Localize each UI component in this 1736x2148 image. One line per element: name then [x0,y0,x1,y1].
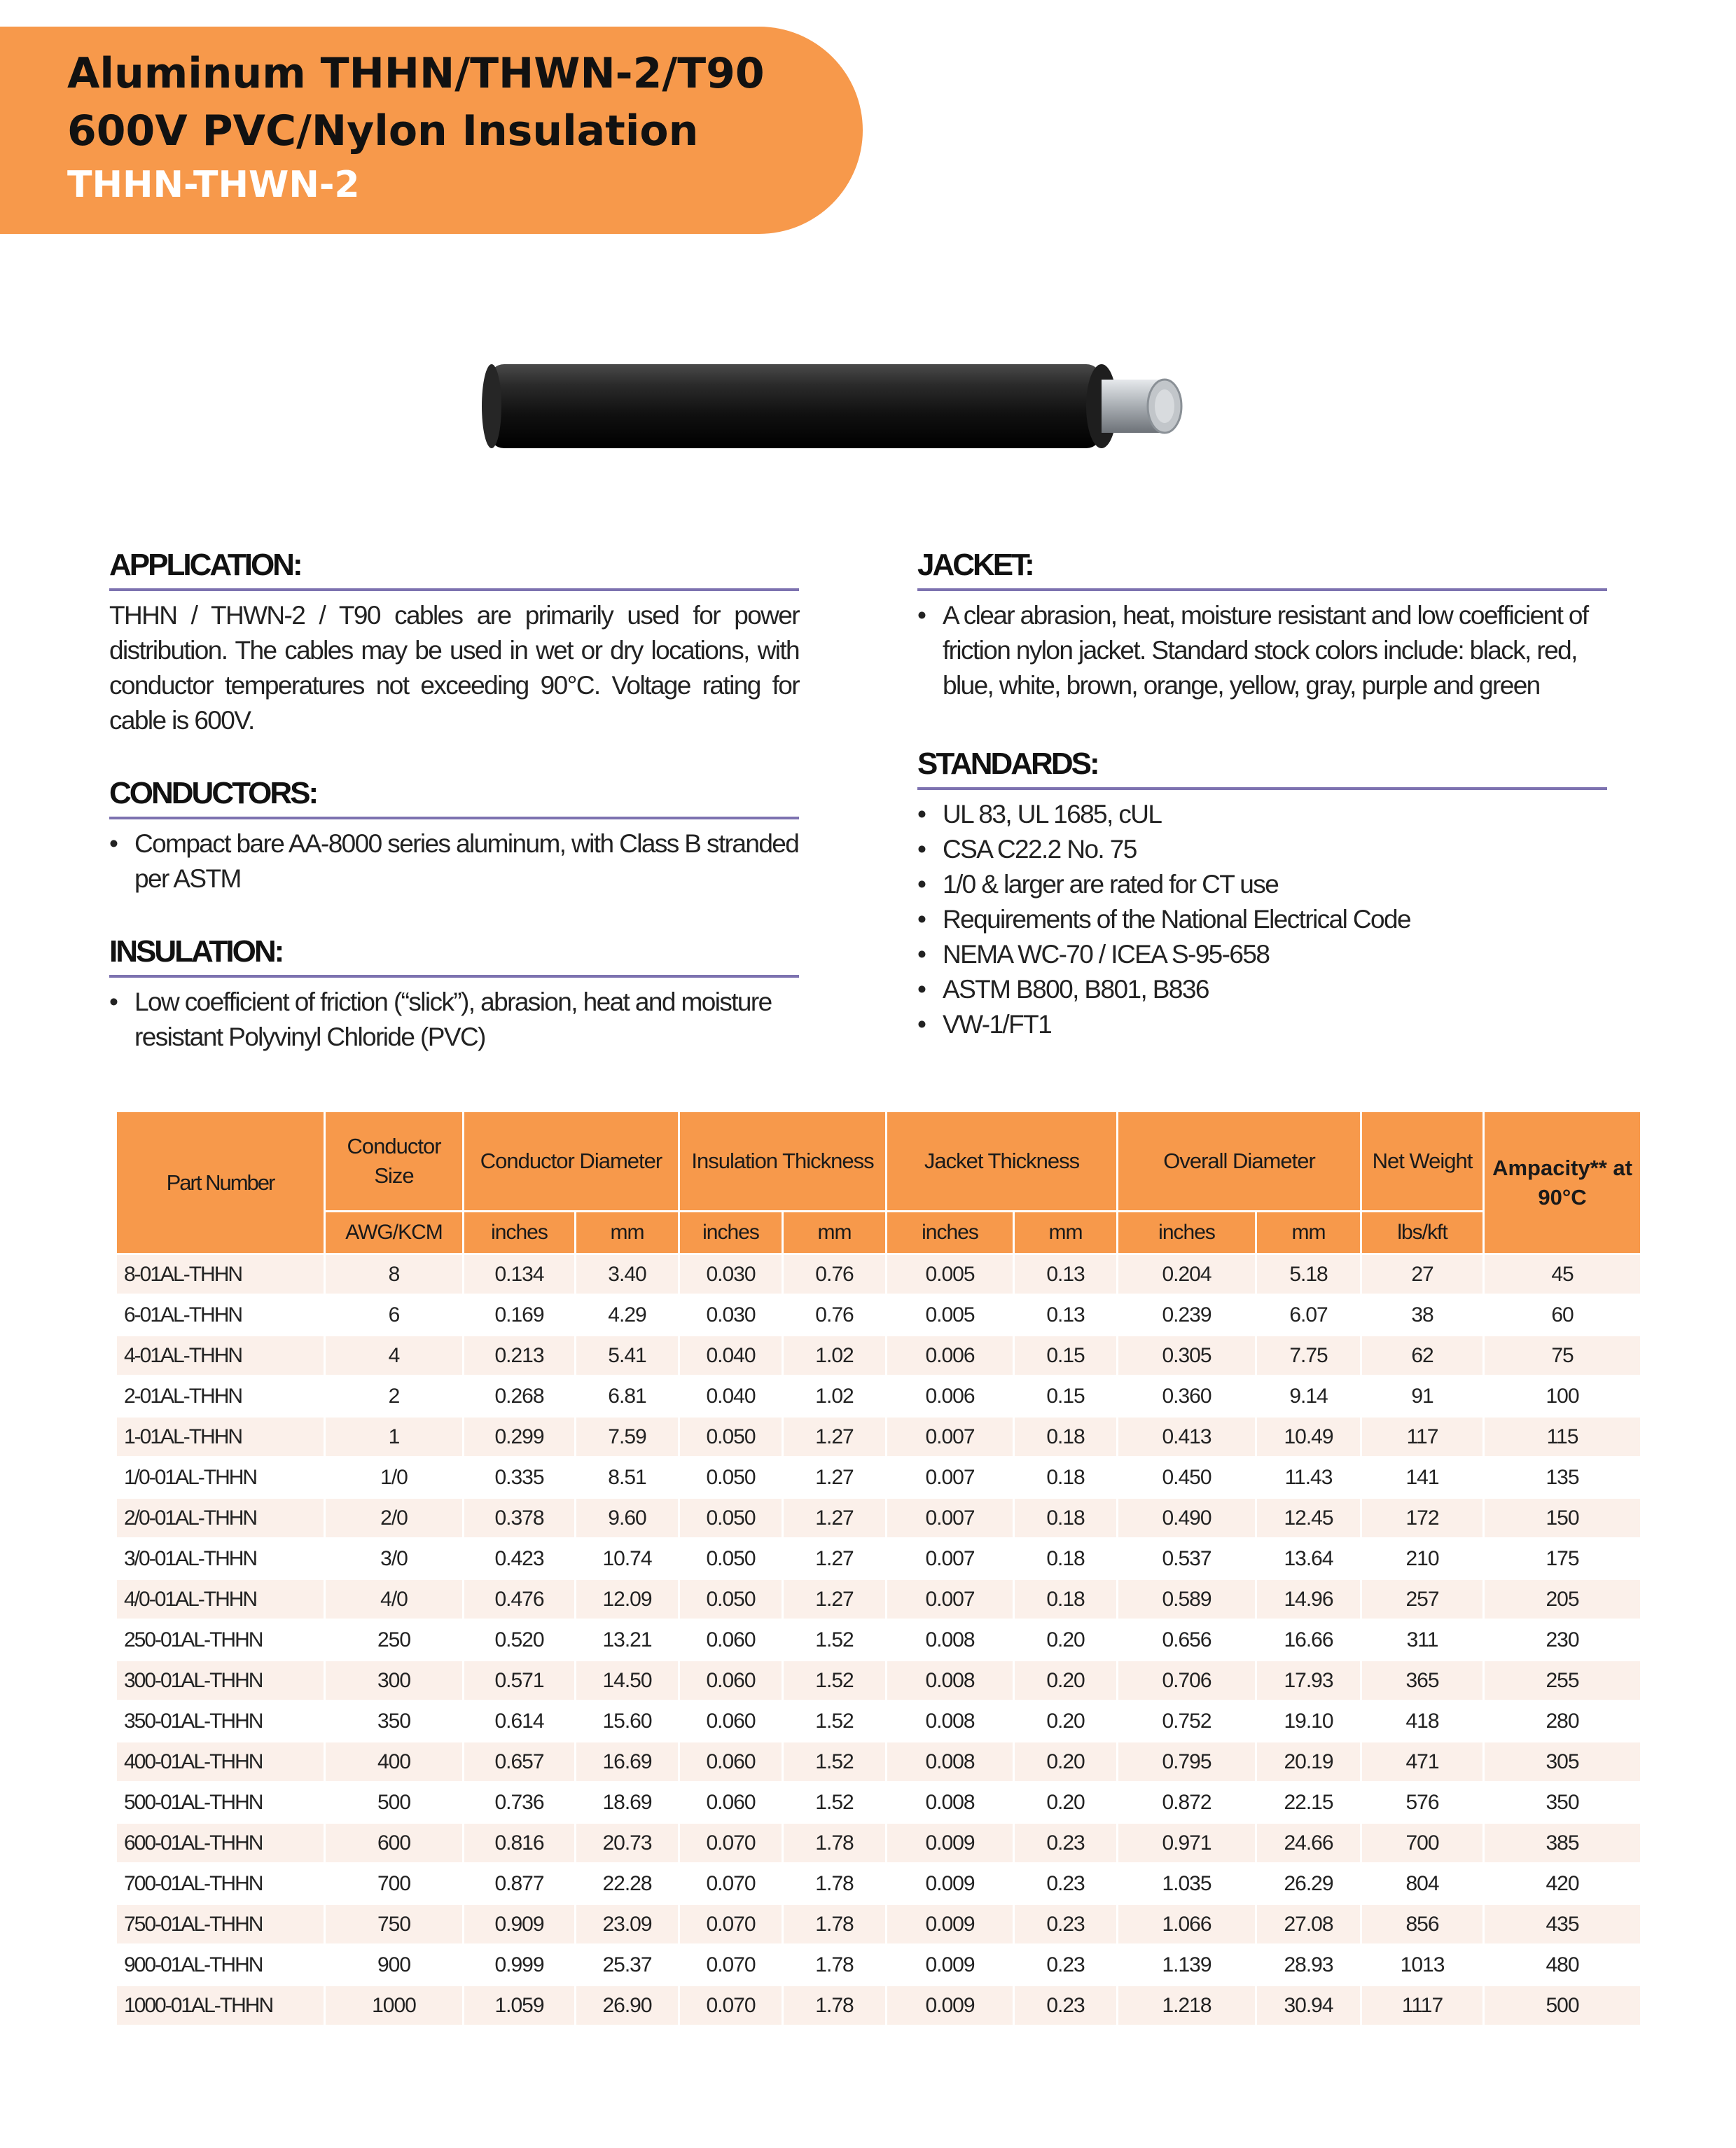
part-number-cell: 400-01AL-THHN [116,1742,325,1782]
table-cell: 0.23 [1014,1986,1118,2026]
part-number-cell: 900-01AL-THHN [116,1945,325,1986]
table-cell: 100 [1484,1376,1641,1417]
table-cell: 24.66 [1256,1823,1361,1864]
part-number-cell: 350-01AL-THHN [116,1701,325,1742]
table-cell: 1.27 [783,1457,887,1498]
part-number-cell: 1/0-01AL-THHN [116,1457,325,1498]
table-cell: 0.20 [1014,1782,1118,1823]
table-cell: 1.27 [783,1579,887,1620]
table-cell: 62 [1361,1336,1484,1376]
table-cell: 0.007 [887,1498,1014,1539]
standards-list [917,797,1607,1042]
jacket-rule [917,588,1607,591]
table-cell: 1.27 [783,1498,887,1539]
table-cell: 0.008 [887,1742,1014,1782]
table-cell: 0.614 [464,1701,576,1742]
insulation-title: INSULATION: [109,934,283,969]
table-cell: 0.213 [464,1336,576,1376]
table-cell: 27 [1361,1254,1484,1295]
table-cell: 0.23 [1014,1823,1118,1864]
table-cell: 0.378 [464,1498,576,1539]
table-cell: 25.37 [576,1945,679,1986]
table-row [116,1823,1641,1864]
table-row [116,1498,1641,1539]
table-cell: 0.006 [887,1376,1014,1417]
table-cell: 1.035 [1118,1864,1256,1904]
table-cell: 5.41 [576,1336,679,1376]
table-cell: 4/0 [325,1579,464,1620]
table-cell: 804 [1361,1864,1484,1904]
insulation-rule [109,975,799,978]
table-cell: 0.050 [679,1457,783,1498]
table-cell: 0.009 [887,1945,1014,1986]
table-cell: 1.52 [783,1742,887,1782]
table-cell: 1.139 [1118,1945,1256,1986]
table-cell: 0.009 [887,1823,1014,1864]
table-cell: 0.18 [1014,1498,1118,1539]
table-cell: 150 [1484,1498,1641,1539]
table-cell: 0.816 [464,1823,576,1864]
table-cell: 400 [325,1742,464,1782]
table-cell: 16.69 [576,1742,679,1782]
table-cell: 0.040 [679,1376,783,1417]
unit-header: lbs/kft [1361,1212,1484,1254]
title-line-1: Aluminum THHN/THWN-2/T90 [67,49,765,98]
table-cell: 1013 [1361,1945,1484,1986]
part-number-cell: 2/0-01AL-THHN [116,1498,325,1539]
table-cell: 0.360 [1118,1376,1256,1417]
application-text: THHN / THWN-2 / T90 cables are primarily used for power distribution. The cables may be used in wet or dry locations, with conductor temperatures not exceeding 90°C. Voltage rating for cable is 600V. [109,601,799,735]
jacket-title: JACKET: [917,548,1033,582]
table-cell: 6.81 [576,1376,679,1417]
part-number-cell: 8-01AL-THHN [116,1254,325,1295]
header-net-weight: Net Weight [1361,1111,1484,1212]
header-part-number: Part Number [116,1111,325,1254]
table-cell: 750 [325,1904,464,1945]
table-cell: 1 [325,1417,464,1457]
part-number-cell: 600-01AL-THHN [116,1823,325,1864]
table-cell: 0.008 [887,1620,1014,1661]
table-cell: 257 [1361,1579,1484,1620]
table-cell: 0.413 [1118,1417,1256,1457]
table-cell: 26.29 [1256,1864,1361,1904]
table-cell: 3/0 [325,1539,464,1579]
table-cell: 1.78 [783,1904,887,1945]
table-cell: 280 [1484,1701,1641,1742]
table-cell: 0.520 [464,1620,576,1661]
table-cell: 1.02 [783,1336,887,1376]
table-cell: 1.059 [464,1986,576,2026]
spec-table-body [116,1254,1641,2026]
table-row [116,1945,1641,1986]
table-cell: 700 [325,1864,464,1904]
table-cell: 0.030 [679,1254,783,1295]
table-cell: 0.007 [887,1417,1014,1457]
list-item: • 1/0 & larger are rated for CT use [917,867,1607,902]
table-cell: 115 [1484,1417,1641,1457]
table-cell: 255 [1484,1661,1641,1701]
table-cell: 0.050 [679,1417,783,1457]
table-cell: 26.90 [576,1986,679,2026]
table-row [116,1661,1641,1701]
table-cell: 1.78 [783,1823,887,1864]
table-cell: 0.490 [1118,1498,1256,1539]
table-cell: 0.007 [887,1539,1014,1579]
table-cell: 385 [1484,1823,1641,1864]
table-cell: 1.52 [783,1782,887,1823]
header-jacket-thickness: Jacket Thickness [887,1111,1118,1212]
table-cell: 15.60 [576,1701,679,1742]
table-cell: 0.909 [464,1904,576,1945]
table-row [116,1376,1641,1417]
table-cell: 8.51 [576,1457,679,1498]
table-cell: 0.007 [887,1579,1014,1620]
conductors-rule [109,817,799,819]
list-item: • UL 83, UL 1685, cUL [917,797,1607,832]
table-cell: 500 [325,1782,464,1823]
table-row [116,1904,1641,1945]
table-row [116,1864,1641,1904]
table-cell: 27.08 [1256,1904,1361,1945]
table-cell: 1.78 [783,1864,887,1904]
table-cell: 0.76 [783,1295,887,1336]
table-cell: 172 [1361,1498,1484,1539]
table-cell: 480 [1484,1945,1641,1986]
unit-header: mm [576,1212,679,1254]
table-cell: 1000 [325,1986,464,2026]
table-cell: 0.030 [679,1295,783,1336]
part-number-cell: 3/0-01AL-THHN [116,1539,325,1579]
table-cell: 0.009 [887,1864,1014,1904]
table-cell: 418 [1361,1701,1484,1742]
spec-table [115,1110,1642,2027]
table-cell: 7.75 [1256,1336,1361,1376]
table-cell: 0.005 [887,1254,1014,1295]
table-cell: 250 [325,1620,464,1661]
table-cell: 471 [1361,1742,1484,1782]
table-cell: 0.657 [464,1742,576,1782]
table-cell: 0.040 [679,1336,783,1376]
header-ampacity: Ampacity** at 90°C [1484,1111,1641,1254]
table-cell: 600 [325,1823,464,1864]
table-cell: 0.999 [464,1945,576,1986]
table-cell: 0.23 [1014,1904,1118,1945]
table-cell: 0.060 [679,1701,783,1742]
table-cell: 0.13 [1014,1295,1118,1336]
part-number-cell: 300-01AL-THHN [116,1661,325,1701]
part-number-cell: 4-01AL-THHN [116,1336,325,1376]
table-cell: 23.09 [576,1904,679,1945]
table-cell: 0.060 [679,1620,783,1661]
table-cell: 0.571 [464,1661,576,1701]
table-cell: 0.060 [679,1742,783,1782]
standards-title: STANDARDS: [917,747,1098,781]
table-row [116,1417,1641,1457]
table-cell: 0.070 [679,1864,783,1904]
table-cell: 30.94 [1256,1986,1361,2026]
conductors-list [109,826,799,896]
table-cell: 6 [325,1295,464,1336]
list-item: • Low coefficient of friction (“slick”), abrasion, heat and moisture resistant Polyvinyl Chloride (PVC) [109,985,799,1055]
table-cell: 5.18 [1256,1254,1361,1295]
table-cell: 856 [1361,1904,1484,1945]
list-item: • Compact bare AA-8000 series aluminum, with Class B stranded per ASTM [109,826,799,896]
standards-rule [917,787,1607,790]
part-number-cell: 500-01AL-THHN [116,1782,325,1823]
table-cell: 1117 [1361,1986,1484,2026]
table-cell: 0.20 [1014,1661,1118,1701]
unit-header: inches [1118,1212,1256,1254]
table-cell: 1.52 [783,1661,887,1701]
table-cell: 0.005 [887,1295,1014,1336]
table-cell: 700 [1361,1823,1484,1864]
table-row [116,1457,1641,1498]
table-cell: 0.299 [464,1417,576,1457]
table-cell: 0.006 [887,1336,1014,1376]
table-cell: 8 [325,1254,464,1295]
table-cell: 0.050 [679,1579,783,1620]
table-cell: 0.13 [1014,1254,1118,1295]
part-number-cell: 750-01AL-THHN [116,1904,325,1945]
list-item: • NEMA WC-70 / ICEA S-95-658 [917,937,1607,972]
table-cell: 12.45 [1256,1498,1361,1539]
table-cell: 141 [1361,1457,1484,1498]
table-cell: 0.060 [679,1782,783,1823]
application-rule [109,588,799,591]
table-cell: 0.15 [1014,1336,1118,1376]
table-cell: 0.335 [464,1457,576,1498]
table-cell: 0.070 [679,1986,783,2026]
table-cell: 0.169 [464,1295,576,1336]
table-cell: 28.93 [1256,1945,1361,1986]
table-cell: 7.59 [576,1417,679,1457]
table-cell: 0.009 [887,1904,1014,1945]
table-cell: 420 [1484,1864,1641,1904]
table-cell: 11.43 [1256,1457,1361,1498]
header-insulation-thickness: Insulation Thickness [679,1111,887,1212]
table-row [116,1254,1641,1295]
table-cell: 19.10 [1256,1701,1361,1742]
unit-header: mm [783,1212,887,1254]
table-cell: 16.66 [1256,1620,1361,1661]
table-cell: 230 [1484,1620,1641,1661]
conductors-title: CONDUCTORS: [109,776,317,810]
table-cell: 0.537 [1118,1539,1256,1579]
table-cell: 1.27 [783,1539,887,1579]
table-cell: 500 [1484,1986,1641,2026]
cable-image [476,350,1211,469]
table-cell: 38 [1361,1295,1484,1336]
table-cell: 4 [325,1336,464,1376]
table-cell: 13.64 [1256,1539,1361,1579]
insulation-list [109,985,799,1055]
table-cell: 1.218 [1118,1986,1256,2026]
table-cell: 305 [1484,1742,1641,1782]
table-cell: 17.93 [1256,1661,1361,1701]
table-row [116,1986,1641,2026]
table-cell: 4.29 [576,1295,679,1336]
table-cell: 12.09 [576,1579,679,1620]
table-cell: 1.27 [783,1417,887,1457]
table-cell: 0.423 [464,1539,576,1579]
table-cell: 91 [1361,1376,1484,1417]
table-cell: 60 [1484,1295,1641,1336]
table-cell: 300 [325,1661,464,1701]
part-number-cell: 250-01AL-THHN [116,1620,325,1661]
table-row [116,1336,1641,1376]
table-cell: 205 [1484,1579,1641,1620]
table-row [116,1701,1641,1742]
table-cell: 1.52 [783,1620,887,1661]
table-cell: 0.20 [1014,1620,1118,1661]
part-number-cell: 700-01AL-THHN [116,1864,325,1904]
table-cell: 10.74 [576,1539,679,1579]
table-cell: 20.73 [576,1823,679,1864]
table-cell: 1.02 [783,1376,887,1417]
list-item: • VW-1/FT1 [917,1007,1607,1042]
list-item: • Requirements of the National Electrical Code [917,902,1607,937]
table-cell: 6.07 [1256,1295,1361,1336]
table-cell: 0.18 [1014,1579,1118,1620]
table-cell: 3.40 [576,1254,679,1295]
table-cell: 9.14 [1256,1376,1361,1417]
table-cell: 0.23 [1014,1945,1118,1986]
application-title: APPLICATION: [109,548,301,582]
table-cell: 1.066 [1118,1904,1256,1945]
table-cell: 0.008 [887,1782,1014,1823]
table-cell: 0.134 [464,1254,576,1295]
unit-header: inches [887,1212,1014,1254]
table-cell: 14.50 [576,1661,679,1701]
table-cell: 0.204 [1118,1254,1256,1295]
table-cell: 0.752 [1118,1701,1256,1742]
unit-header: AWG/KCM [325,1212,464,1254]
table-cell: 576 [1361,1782,1484,1823]
table-cell: 0.070 [679,1904,783,1945]
table-cell: 75 [1484,1336,1641,1376]
table-cell: 0.268 [464,1376,576,1417]
table-cell: 2 [325,1376,464,1417]
subtitle: THHN-THWN-2 [67,164,360,206]
table-cell: 20.19 [1256,1742,1361,1782]
unit-header: inches [464,1212,576,1254]
table-cell: 0.20 [1014,1742,1118,1782]
table-cell: 117 [1361,1417,1484,1457]
part-number-cell: 2-01AL-THHN [116,1376,325,1417]
table-cell: 0.23 [1014,1864,1118,1904]
table-cell: 22.28 [576,1864,679,1904]
table-cell: 0.18 [1014,1457,1118,1498]
table-cell: 0.060 [679,1661,783,1701]
header-conductor-size: Conductor Size [325,1111,464,1212]
table-cell: 0.008 [887,1661,1014,1701]
table-cell: 1.52 [783,1701,887,1742]
table-cell: 0.305 [1118,1336,1256,1376]
table-cell: 10.49 [1256,1417,1361,1457]
table-row [116,1295,1641,1336]
unit-header: mm [1256,1212,1361,1254]
list-item: • A clear abrasion, heat, moisture resistant and low coefficient of friction nylon jacket. Standard stock colors include: black, red, blue, white, brown, orange, yellow, gray, purple and green [917,598,1607,703]
table-cell: 18.69 [576,1782,679,1823]
table-row [116,1742,1641,1782]
part-number-cell: 6-01AL-THHN [116,1295,325,1336]
table-cell: 0.239 [1118,1295,1256,1336]
table-cell: 311 [1361,1620,1484,1661]
table-cell: 365 [1361,1661,1484,1701]
unit-header: mm [1014,1212,1118,1254]
table-cell: 13.21 [576,1620,679,1661]
table-cell: 22.15 [1256,1782,1361,1823]
jacket-list [917,598,1607,703]
table-row [116,1539,1641,1579]
table-cell: 350 [325,1701,464,1742]
table-cell: 0.18 [1014,1417,1118,1457]
table-cell: 0.589 [1118,1579,1256,1620]
table-cell: 0.20 [1014,1701,1118,1742]
table-cell: 2/0 [325,1498,464,1539]
table-cell: 0.736 [464,1782,576,1823]
table-cell: 0.795 [1118,1742,1256,1782]
table-cell: 0.070 [679,1945,783,1986]
table-cell: 0.15 [1014,1376,1118,1417]
list-item: • ASTM B800, B801, B836 [917,972,1607,1007]
table-cell: 14.96 [1256,1579,1361,1620]
table-cell: 0.706 [1118,1661,1256,1701]
table-cell: 900 [325,1945,464,1986]
list-item: • CSA C22.2 No. 75 [917,832,1607,867]
table-cell: 135 [1484,1457,1641,1498]
title-line-2: 600V PVC/Nylon Insulation [67,106,699,155]
table-cell: 0.877 [464,1864,576,1904]
part-number-cell: 4/0-01AL-THHN [116,1579,325,1620]
table-cell: 0.050 [679,1498,783,1539]
table-cell: 0.656 [1118,1620,1256,1661]
table-cell: 0.070 [679,1823,783,1864]
table-cell: 0.008 [887,1701,1014,1742]
table-cell: 175 [1484,1539,1641,1579]
table-cell: 0.872 [1118,1782,1256,1823]
table-cell: 435 [1484,1904,1641,1945]
table-cell: 210 [1361,1539,1484,1579]
part-number-cell: 1-01AL-THHN [116,1417,325,1457]
table-cell: 0.476 [464,1579,576,1620]
table-cell: 9.60 [576,1498,679,1539]
table-cell: 1/0 [325,1457,464,1498]
table-cell: 0.450 [1118,1457,1256,1498]
table-cell: 0.050 [679,1539,783,1579]
table-cell: 0.18 [1014,1539,1118,1579]
table-row [116,1782,1641,1823]
table-cell: 0.76 [783,1254,887,1295]
table-cell: 0.971 [1118,1823,1256,1864]
table-cell: 1.78 [783,1945,887,1986]
part-number-cell: 1000-01AL-THHN [116,1986,325,2026]
table-cell: 0.007 [887,1457,1014,1498]
header-conductor-diameter: Conductor Diameter [464,1111,679,1212]
table-cell: 0.009 [887,1986,1014,2026]
unit-header: inches [679,1212,783,1254]
header-overall-diameter: Overall Diameter [1118,1111,1361,1212]
table-row [116,1620,1641,1661]
table-cell: 1.78 [783,1986,887,2026]
table-cell: 45 [1484,1254,1641,1295]
table-row [116,1579,1641,1620]
table-cell: 350 [1484,1782,1641,1823]
